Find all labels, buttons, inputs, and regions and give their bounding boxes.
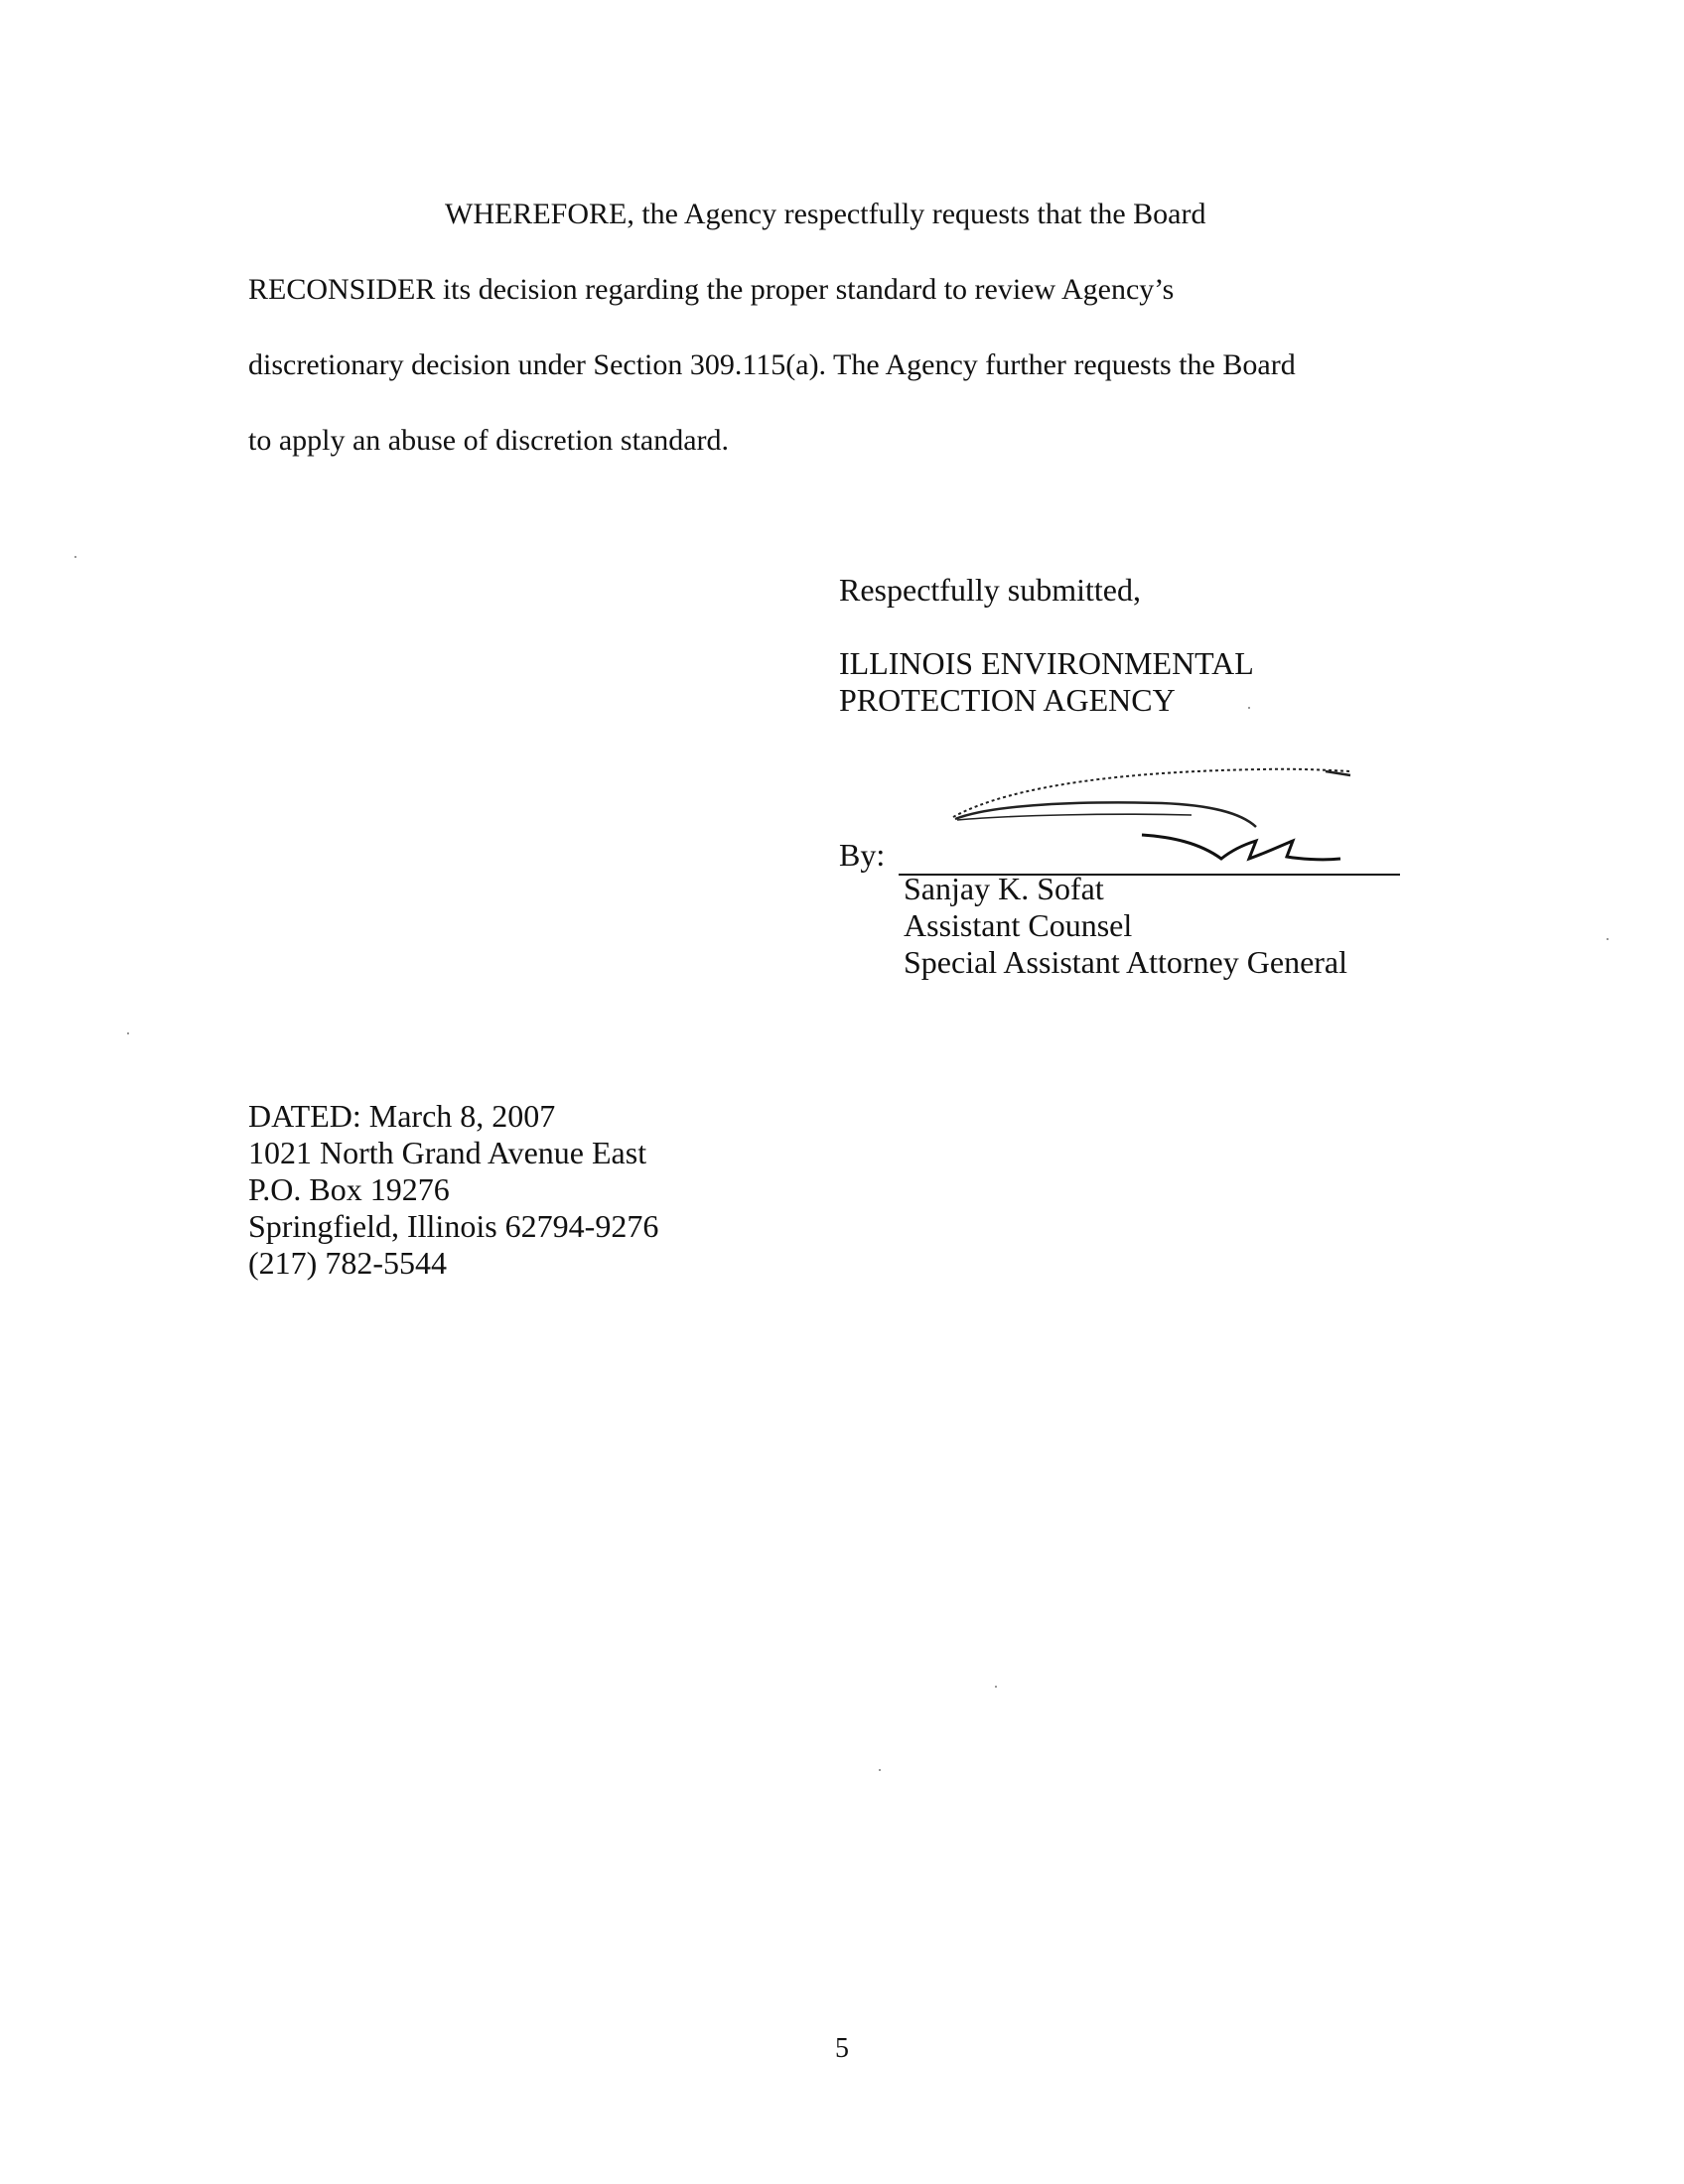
body-line-1: WHEREFORE, the Agency respectfully requests that the Board [445,198,1206,230]
scan-speck [74,556,76,558]
signatory-role: Special Assistant Attorney General [904,944,1348,980]
handwritten-signature [933,750,1410,879]
scan-speck [127,1032,129,1034]
scan-speck [879,1769,881,1771]
address-street: 1021 North Grand Avenue East [248,1135,647,1170]
agency-name [839,645,1254,719]
agency-line-1: ILLINOIS ENVIRONMENTAL [839,645,1254,681]
by-label: By: [839,837,886,873]
closing-text: Respectfully submitted, [839,572,1141,608]
phone-number: (217) 782-5544 [248,1245,447,1281]
dated-line: DATED: March 8, 2007 [248,1098,556,1134]
dated-address-block [248,1098,658,1282]
signatory-title: Assistant Counsel [904,907,1133,943]
body-line-2: RECONSIDER its decision regarding the proper standard to review Agency’s [248,273,1175,306]
signatory-block [904,871,1347,981]
body-line-4: to apply an abuse of discretion standard. [248,424,730,457]
address-po-box: P.O. Box 19276 [248,1171,450,1207]
scan-speck [1607,938,1609,940]
scan-speck [995,1686,997,1688]
body-line-3: discretionary decision under Section 309.115(a). The Agency further requests the Board [248,348,1296,381]
address-city: Springfield, Illinois 62794-9276 [248,1208,659,1244]
scan-speck [1248,707,1250,709]
agency-line-2: PROTECTION AGENCY [839,682,1176,718]
signatory-name: Sanjay K. Sofat [904,871,1104,906]
page-number: 5 [835,2033,849,2064]
